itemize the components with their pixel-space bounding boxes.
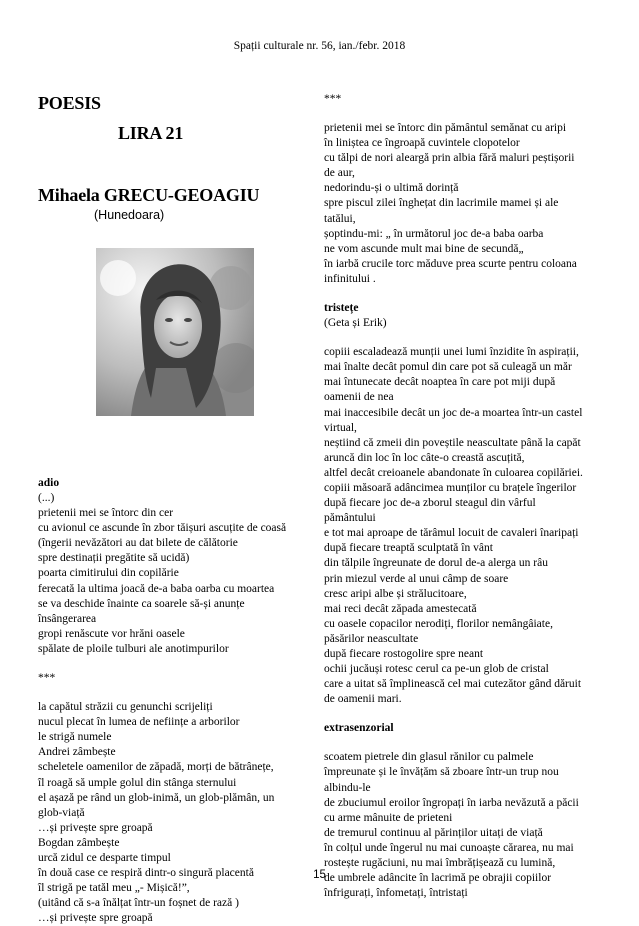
- poem-stars-1-title: ***: [324, 93, 342, 105]
- poem-line: mai înalte decât pomul din care pot să culeagă un măr: [324, 361, 572, 374]
- poem-line: de zbuciumul eroilor îngropați în iarba nevăzută a păcii: [324, 796, 579, 809]
- author-name: Mihaela GRECU-GEOAGIU: [38, 185, 260, 205]
- poem-line: însângerarea: [38, 612, 97, 625]
- poem-adio-title: adio: [38, 477, 60, 489]
- left-column: [38, 92, 300, 926]
- poem-line: pământului: [324, 512, 376, 525]
- poem-line: spălate de ploile tulburi ale anotimpurilor: [38, 642, 229, 655]
- poem-line: de aur,: [324, 167, 355, 180]
- poem-line: la capătul străzii cu genunchi scrijeliți: [38, 701, 213, 714]
- poem-line: de oamenii mari.: [324, 693, 402, 706]
- poem-line: mai inaccesibile decât un joc de-a moartea într-un castel: [324, 406, 583, 419]
- poem-line: nucul plecat în lumea de neființe a arborilor: [38, 716, 240, 729]
- poem-line: păsărilor neascultate: [324, 632, 419, 645]
- poem-line: cresc aripi albe și strălucitoare,: [324, 587, 467, 600]
- poem-line: gropi renăscute vor hrăni oasele: [38, 627, 185, 640]
- poem-line: cu avionul ce ascunde în zbor tăișuri ascuțite de coasă: [38, 522, 287, 535]
- poem-line: în iarbă crucile torc măduve prea scurte pentru coloana: [324, 257, 577, 270]
- poem-line: e tot mai aproape de tărâmul locuit de cavaleri înaripați: [324, 527, 579, 540]
- poem-line: le strigă numele: [38, 731, 112, 744]
- poem-line: copiii măsoară adâncimea munților cu brațele îngerilor: [324, 481, 577, 494]
- poem-line: care a uitat să împlinească cel mai cutezător gând dăruit: [324, 678, 582, 691]
- section-subtitle: LIRA 21: [118, 123, 184, 143]
- poem-line: prietenii mei se întorc din cer: [38, 507, 174, 520]
- poem-line: în două case ce respiră dintr-o singură placentă: [38, 867, 254, 880]
- author-photo: [96, 248, 254, 416]
- poem-adio-body: [38, 491, 300, 657]
- poem-line: cu tălpi de nori aleargă prin albia fără maluri peștișorii: [324, 152, 575, 165]
- poem-line: poarta cimitirului din copilărie: [38, 567, 179, 580]
- poem-line: copiii escaladează munții unei lumi înzidite în aspirații,: [324, 346, 579, 359]
- poem-line: cu oasele copacilor nerodiți, florilor nemângâiate,: [324, 617, 553, 630]
- poem-tristete-body: [324, 345, 608, 707]
- author-city: (Hunedoara): [94, 208, 165, 222]
- poem-line: el așază pe rând un glob-inimă, un glob-plămân, un: [38, 791, 275, 804]
- poem-line: Bogdan zâmbește: [38, 836, 120, 849]
- portrait-image: [96, 248, 254, 416]
- poem-line: scheletele oamenilor de zăpadă, morți de bătrânețe,: [38, 761, 274, 774]
- poem-line: împreunate și le învățăm să zboare într-un trup nou: [324, 766, 559, 779]
- poem-line: infinitului .: [324, 272, 376, 285]
- poem-stars-1-body: [324, 121, 608, 287]
- poem-stars-2-body: [38, 700, 300, 926]
- poem-stars-2-title: ***: [38, 672, 56, 685]
- poem-line: prin miezul verde al unui câmp de soare: [324, 572, 509, 585]
- poem-line: de tremurul continuu al părinților uitați de viață: [324, 826, 543, 839]
- poem-line: înfrigurați, înfometați, întristați: [324, 887, 468, 900]
- poem-line: Andrei zâmbește: [38, 746, 116, 759]
- poem-line: (...): [38, 492, 55, 504]
- poem-line: după fiecare joc de-a zborul steagul din vârful: [324, 497, 536, 510]
- poem-line: cu arme mânuite de prieteni: [324, 811, 453, 824]
- poem-line: în colțul unde îngerul nu mai cunoaște cărarea, nu mai: [324, 841, 574, 854]
- poem-line: spre piscul zilei înghețat din lacrimile mamei și ale: [324, 197, 559, 210]
- poem-line: rostește rugăciuni, nu mai îmbrățișează cu lumină,: [324, 857, 556, 870]
- poem-line: ferecată la ultima joacă de-a baba oarba cu moartea: [38, 582, 275, 595]
- poem-line: de umbrele adâncite în lacrimă pe obrajii copiilor: [324, 872, 552, 885]
- poem-line: după fiecare rostogolire spre neant: [324, 648, 484, 660]
- poem-line: (uitând că s-a înălțat într-un foșnet de rază ): [38, 897, 239, 910]
- poem-line: în liniștea ce îngroapă cuvintele clopotelor: [324, 137, 520, 150]
- poem-line: șoptindu-mi: „ în următorul joc de-a baba oarba: [324, 227, 544, 240]
- poem-line: tatălui,: [324, 212, 356, 225]
- poem-line: mai întunecate decât noaptea în care pot miji după: [324, 376, 556, 389]
- poem-line: ne vom ascunde mult mai bine de secundă„: [324, 242, 524, 255]
- page-number: 15: [313, 869, 326, 881]
- poem-line: albindu-le: [324, 781, 371, 794]
- poem-line: …și privește spre groapă: [38, 912, 153, 925]
- section-title: POESIS: [38, 93, 101, 113]
- poem-line: îl roagă să umple golul din stânga sternului: [38, 776, 237, 789]
- poem-line: ochii jucăuși rotesc cerul ca pe-un glob de cristal: [324, 663, 549, 676]
- poem-line: virtual,: [324, 421, 357, 434]
- poem-line: glob-viață: [38, 806, 85, 819]
- poem-line: se va deschide înainte ca soarele să-și anunțe: [38, 597, 245, 610]
- poem-line: oamenii de nea: [324, 391, 394, 404]
- poem-line: din tălpile îngreunate de dorul de-a alerga un râu: [324, 557, 548, 570]
- poem-tristete-title: tristețe: [324, 302, 359, 315]
- poem-line: altfel decât creioanele abandonate în culoarea copilăriei.: [324, 466, 583, 479]
- poem-line: scoatem pietrele din glasul rănilor cu palmele: [324, 751, 534, 764]
- poem-line: îl strigă pe tatăl meu „- Mișică!”,: [38, 882, 190, 895]
- poem-extrasenzorial-title: extrasenzorial: [324, 722, 394, 735]
- poem-line: neștiind că zmeii din poveștile neascultate până la capăt: [324, 436, 581, 449]
- poem-line: prietenii mei se întorc din pământul semănat cu aripi: [324, 122, 567, 134]
- poem-tristete-subtitle: (Geta și Erik): [324, 317, 387, 330]
- poem-line: mai reci decât zăpada amestecată: [324, 602, 477, 615]
- right-column: [324, 92, 608, 901]
- poem-line: după fiecare treaptă sculptată în vânt: [324, 542, 493, 555]
- poem-line: aruncă din loc în loc câte-o creastă ascuțită,: [324, 451, 525, 464]
- page-header: Spații culturale nr. 56, ian./febr. 2018: [233, 40, 406, 52]
- poem-line: spre destinații pregătite să ucidă): [38, 552, 190, 565]
- poem-line: nedorindu-și o ultimă dorință: [324, 182, 459, 195]
- poem-line: (îngerii nevăzători au dat bilete de călătorie: [38, 537, 238, 550]
- poem-line: urcă zidul ce desparte timpul: [38, 851, 171, 864]
- poem-line: …și privește spre groapă: [38, 821, 153, 834]
